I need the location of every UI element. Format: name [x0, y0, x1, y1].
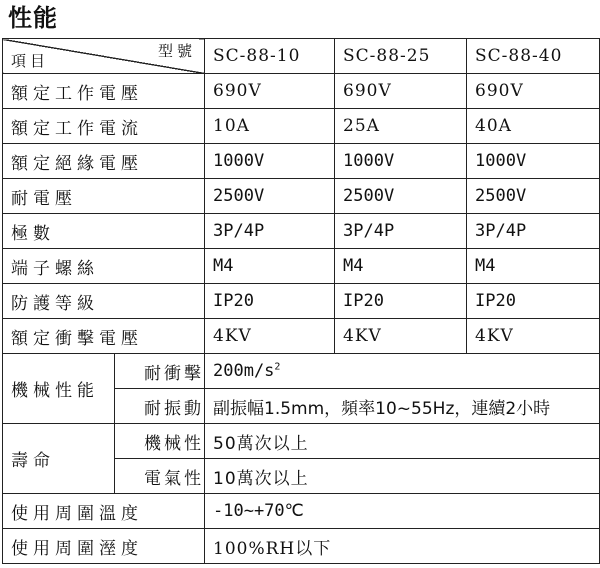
sub-label-electrical-life: 電氣性	[115, 459, 205, 494]
cell-value: M4	[205, 249, 335, 284]
model-header: SC-88-25	[335, 39, 467, 74]
table-row	[3, 109, 600, 144]
cell-value: 690V	[335, 74, 467, 109]
cell-value: 4KV	[205, 319, 335, 354]
table-row	[3, 529, 600, 564]
shock-value	[205, 354, 600, 389]
corner-item-label: 項目	[11, 52, 50, 70]
row-label: 額定工作電流	[3, 109, 205, 144]
cell-value: 1000V	[467, 144, 600, 179]
cell-value: M4	[335, 249, 467, 284]
row-label: 使用周圍溫度	[3, 494, 205, 529]
cell-value: 2500V	[467, 179, 600, 214]
cell-value: 25A	[335, 109, 467, 144]
row-label: 額定工作電壓	[3, 74, 205, 109]
sub-label-shock: 耐衝擊	[115, 354, 205, 389]
page-title: 性能	[8, 4, 58, 32]
vibration-value: 副振幅1.5mm，頻率10~55Hz，連續2小時	[205, 389, 600, 424]
table-row	[3, 424, 600, 459]
table-row	[3, 494, 600, 529]
cell-value: 10A	[205, 109, 335, 144]
electrical-life-value: 10萬次以上	[205, 459, 600, 494]
cell-value: IP20	[205, 284, 335, 319]
header-row	[3, 39, 600, 74]
corner-cell	[3, 39, 205, 74]
table-row	[3, 179, 600, 214]
shock-value-text: 200m/s	[213, 361, 275, 381]
cell-value: 690V	[205, 74, 335, 109]
cell-value: IP20	[335, 284, 467, 319]
table-row	[3, 214, 600, 249]
shock-exponent: 2	[274, 361, 281, 373]
cell-value: 690V	[467, 74, 600, 109]
humidity-value: 100%RH以下	[205, 529, 600, 564]
cell-value: 3P/4P	[205, 214, 335, 249]
table-row	[3, 74, 600, 109]
mechanical-life-value: 50萬次以上	[205, 424, 600, 459]
cell-value: 1000V	[335, 144, 467, 179]
row-label: 耐電壓	[3, 179, 205, 214]
corner-model-label: 型號	[157, 42, 196, 60]
spec-table	[2, 38, 600, 564]
cell-value: M4	[467, 249, 600, 284]
table-row	[3, 249, 600, 284]
row-label: 極數	[3, 214, 205, 249]
table-row	[3, 354, 600, 389]
cell-value: 40A	[467, 109, 600, 144]
row-label: 防護等級	[3, 284, 205, 319]
group-label-mechanical: 機械性能	[3, 354, 115, 424]
cell-value: 4KV	[335, 319, 467, 354]
row-label: 端子螺絲	[3, 249, 205, 284]
sub-label-mechanical-life: 機械性	[115, 424, 205, 459]
sub-label-vibration: 耐振動	[115, 389, 205, 424]
model-header: SC-88-40	[467, 39, 600, 74]
table-row	[3, 284, 600, 319]
row-label: 額定衝擊電壓	[3, 319, 205, 354]
temperature-value: -10~+70℃	[205, 494, 600, 529]
group-label-life: 壽命	[3, 424, 115, 494]
table-row	[3, 319, 600, 354]
cell-value: 2500V	[205, 179, 335, 214]
cell-value: 1000V	[205, 144, 335, 179]
model-header: SC-88-10	[205, 39, 335, 74]
cell-value: IP20	[467, 284, 600, 319]
table-row	[3, 144, 600, 179]
row-label: 使用周圍溼度	[3, 529, 205, 564]
cell-value: 3P/4P	[467, 214, 600, 249]
cell-value: 2500V	[335, 179, 467, 214]
cell-value: 4KV	[467, 319, 600, 354]
row-label: 額定絕緣電壓	[3, 144, 205, 179]
cell-value: 3P/4P	[335, 214, 467, 249]
